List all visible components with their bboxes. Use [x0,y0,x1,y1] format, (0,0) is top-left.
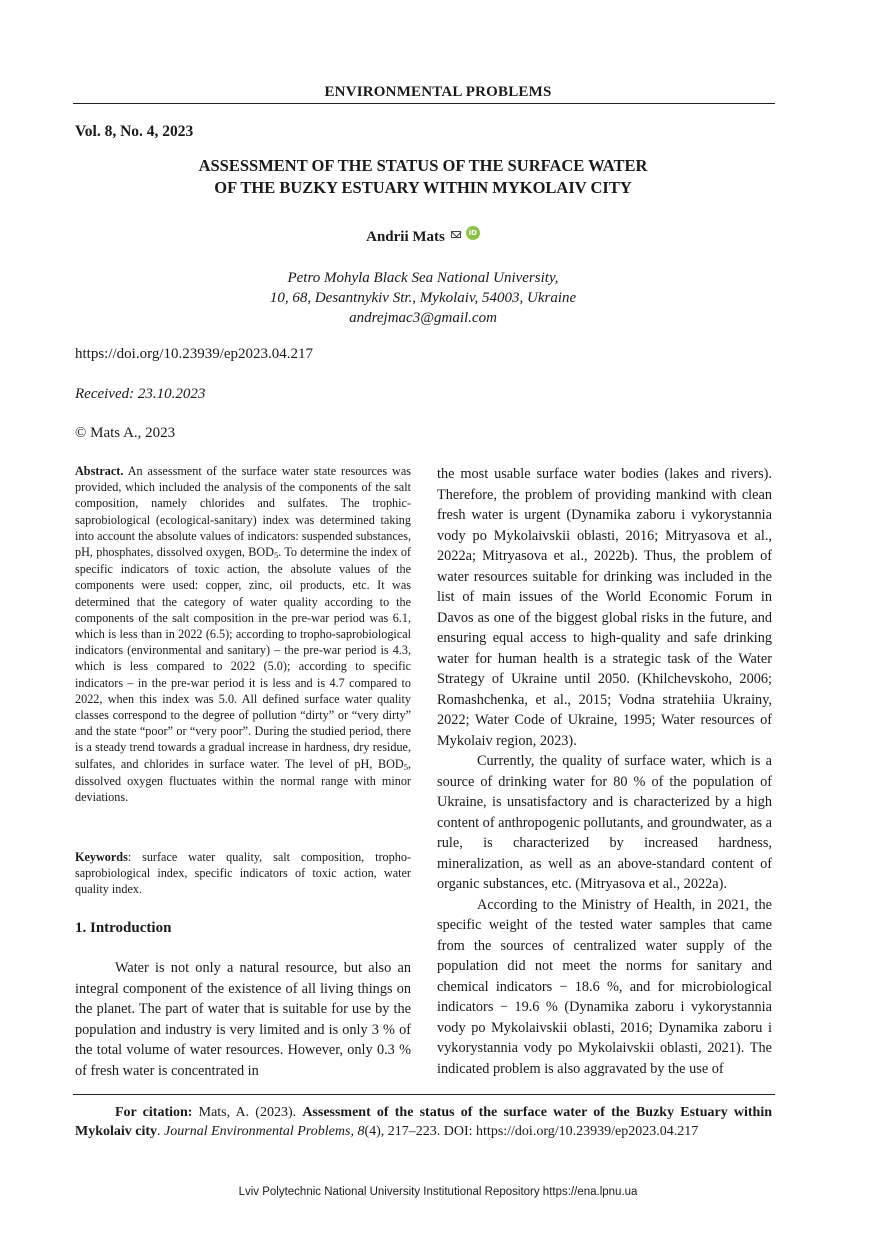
introduction-paragraph-1: Water is not only a natural resource, but also an integral component of the existence of all living things on the planet. The part of water that is suitable for use by the population and industry is very limited and is only 3 % of the total volume of water resources. However, only 0.3 % of fresh water is concentrated in [75,960,411,1079]
section-heading-introduction: 1. Introduction [75,920,172,936]
repository-footer[interactable]: Lviv Polytechnic National University Institutional Repository https://ena.lpnu.ua [238,1186,638,1198]
citation-block [75,1103,772,1141]
introduction-paragraph-1-cont: the most usable surface water bodies (lakes and rivers). Therefore, the problem of providing mankind with clean fresh water is urgent (Dynamika zaboru i vykorystannia vody po Mykolaivskii oblasti, 2016; Mitryasova et al., 2022a; Mitryasova et al., 2022b). Thus, the problem of water resources suitable for drinking was included in the list of main issues of the World Economic Forum in Davos as one of the biggest global risks in the future, and ensuring equal access to high-quality and safe drinking water for human health is a strategic task of the Water Strategy of Ukraine until 2050. (Khilchevskoho, 2006; Romashchenka, et al., 2015; Vodna stratehiia Ukrainy, 2022; Water Code of Ukraine, 1995; Water resources of Mykolaiv region, 2023). [437,466,772,749]
author-name: Andrii Mats [366,229,445,245]
received-date: Received: 23.10.2023 [75,386,206,402]
abstract-subscript-2: 5 [403,761,408,772]
affiliation-line-1: Petro Mohyla Black Sea National University, [287,270,559,286]
doi-link[interactable]: https://doi.org/10.23939/ep2023.04.217 [75,346,314,362]
journal-name: ENVIRONMENTAL PROBLEMS [324,84,552,100]
citation-sep: . [157,1124,165,1139]
copyright-notice: © Mats A., 2023 [75,425,176,441]
header-divider [73,103,775,104]
title-line-2: OF THE BUZKY ESTUARY WITHIN MYKOLAIV CITY [214,178,632,197]
orcid-icon[interactable]: iD [466,226,480,240]
citation-volume: , 8 [350,1124,365,1139]
title-line-1: ASSESSMENT OF THE STATUS OF THE SURFACE WATER [198,156,648,175]
citation-authors: Mats, A. (2023). [192,1105,303,1120]
abstract-text-2: . To determine the index of specific indicators of toxic action, the absolute values of the components were used: copper, zinc, oil products, etc. It was determined that the category of water quality according to the components of the salt composition in the pre-war period was 6.1, which is less than in 2022 (6.5); according to tropho-saprobiological indicators (environmental and sanitary) – the pre-war period is 4.3, which is less compared to 2022 (5.0); according to specific indicators – in the pre-war period it is less and is 4.7 compared to 2022, when this index was 5.0. All defined surface water quality classes correspond to the degree of pollution “dirty” or “very dirty” and the state “poor” or “very poor”. During the studied period, there is a steady trend towards a gradual increase in hardness, dry residue, sulfates, and chlorides in surface water. The level of pH, BOD [75,545,411,771]
author-line [0,229,846,246]
keywords-text: : surface water quality, salt composition, tropho-saprobiological index, specific indicators of toxic action, water quality index. [75,850,411,897]
author-email[interactable]: andrejmac3@gmail.com [349,310,497,326]
introduction-paragraph-3: According to the Ministry of Health, in 2021, the specific weight of the tested water samples that came from the sources of centralized water supply of the population did not meet the norms for sanitary and chemical indicators − 18.6 %, and for microbiological indicators − 19.6 % (Dynamika zaboru i vykorystannia vody po Mykolaivskii oblasti, 2016; Dynamika zaboru i vykorystannia vody po Mykolaivskii oblasti, 2021). The indicated problem is also aggravated by the use of [437,896,772,1077]
article-title [0,155,846,199]
citation-journal: Journal Environmental Problems [164,1124,351,1139]
envelope-icon[interactable] [451,231,461,238]
citation-label: For citation: [115,1105,193,1120]
affiliation [0,268,846,328]
introduction-right-column [437,464,772,1079]
keywords [75,849,411,898]
citation-title: Assessment of the status of the surface water of the Buzky Estuary within Mykolaiv city [75,1105,772,1139]
citation-divider [73,1094,775,1095]
citation-rest[interactable]: (4), 217–223. DOI: https://doi.org/10.23939/ep2023.04.217 [364,1124,699,1139]
introduction-paragraph-2: Currently, the quality of surface water, which is a source of drinking water for 80 % of the population of Ukraine, is unsatisfactory and is characterized by a high content of anthropogenic pollutants, and groundwater, as a rule, is characterized by increased hardness, mineralization, as well as an above-standard content of organic substances, etc. (Mitryasova et al., 2022a). [437,753,772,892]
abstract-text-3: , dissolved oxygen fluctuates within the normal range with minor deviations. [75,756,411,805]
abstract-text-1: An assessment of the surface water state resources was provided, which included the analysis of the components of the salt composition, namely chlorides and sulfates. The trophic-saprobiological (ecological-sanitary) index was determined taking into account the absolute values of indicators: suspended substances, pH, phosphates, dissolved oxygen, BOD [75,464,411,560]
affiliation-line-2: 10, 68, Desantnykiv Str., Mykolaiv, 54003, Ukraine [269,290,577,306]
keywords-label: Keywords [75,850,128,864]
abstract [75,463,411,805]
abstract-label: Abstract. [75,464,124,478]
volume-issue: Vol. 8, No. 4, 2023 [75,123,194,140]
introduction-left-column [75,958,411,1081]
abstract-subscript-1: 5 [273,550,279,561]
